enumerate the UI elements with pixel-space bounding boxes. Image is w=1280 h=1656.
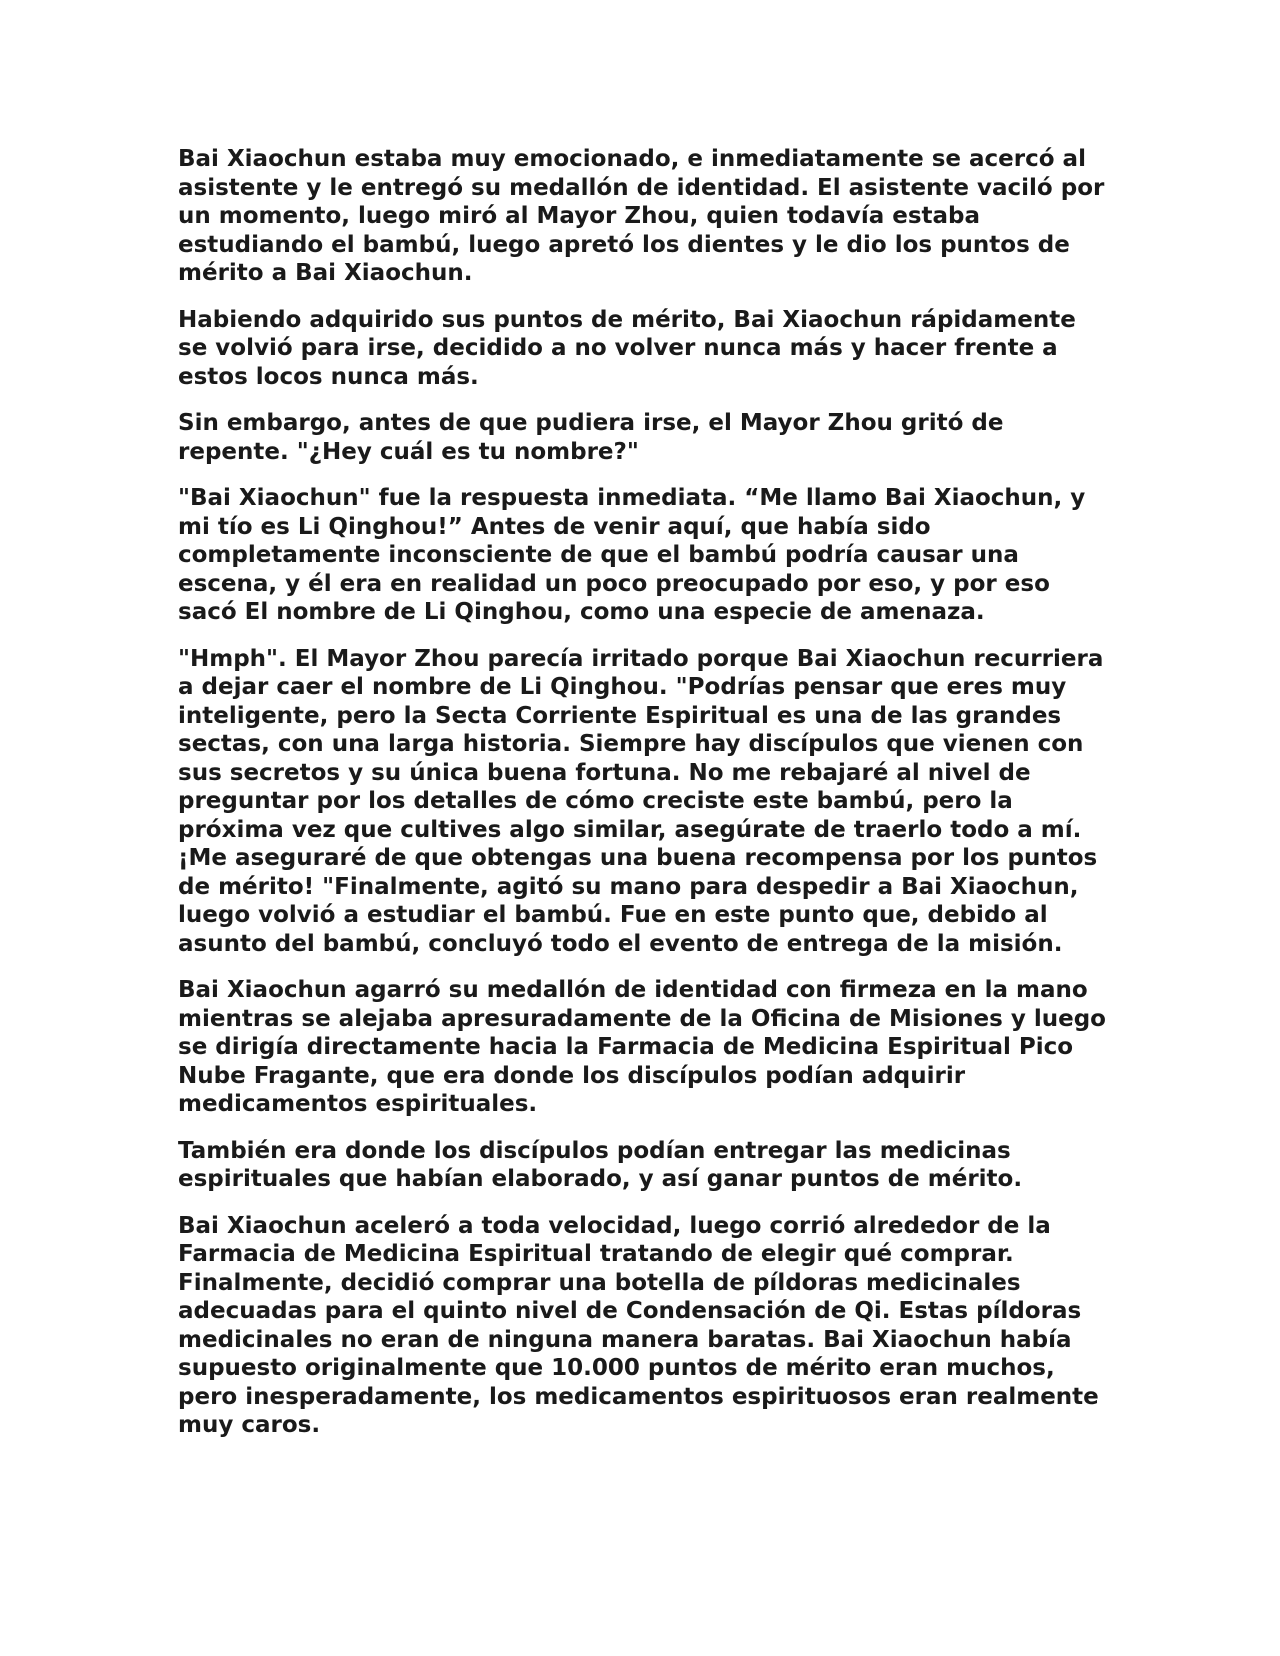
paragraph-4: "Bai Xiaochun" fue la respuesta inmediata. “Me llamo Bai Xiaochun, y mi tío es Li Qinghou!” Antes de venir aquí, que había sido completamente inconsciente de que el bambú podría causar una escena, y él era en realidad un poco preocupado por eso, y por eso sacó El nombre de Li Qinghou, como una especie de amenaza. (178, 485, 1086, 625)
paragraph-8: Bai Xiaochun aceleró a toda velocidad, luego corrió alrededor de la Farmacia de Medicina Espiritual tratando de elegir qué comprar. Finalmente, decidió comprar una botella de píldoras medicinales adecuadas para el quinto nivel de Condensación de Qi. Estas píldoras medicinales no eran de ninguna manera baratas. Bai Xiaochun había supuesto originalmente que 10.000 puntos de mérito eran muchos, pero inesperadamente, los medicamentos espirituosos eran realmente muy caros. (178, 1212, 1099, 1438)
document-body (178, 145, 1108, 1458)
paragraph-7: También era donde los discípulos podían entregar las medicinas espirituales que habían elaborado, y así ganar puntos de mérito. (178, 1137, 1023, 1192)
paragraph-5: "Hmph". El Mayor Zhou parecía irritado porque Bai Xiaochun recurriera a dejar caer el nombre de Li Qinghou. "Podrías pensar que eres muy inteligente, pero la Secta Corriente Espiritual es una de las grandes sectas, con una larga historia. Siempre hay discípulos que vienen con sus secretos y su única buena fortuna. No me rebajaré al nivel de preguntar por los detalles de cómo creciste este bambú, pero la próxima vez que cultives algo similar, asegúrate de traerlo todo a mí. ¡Me aseguraré de que obtengas una buena recompensa por los puntos de mérito! "Finalmente, agitó su mano para despedir a Bai Xiaochun, luego volvió a estudiar el bambú. Fue en este punto que, debido al asunto del bambú, concluyó todo el evento de entrega de la misión. (178, 645, 1104, 957)
paragraph-1: Bai Xiaochun estaba muy emocionado, e inmediatamente se acercó al asistente y le entregó su medallón de identidad. El asistente vaciló por un momento, luego miró al Mayor Zhou, quien todavía estaba estudiando el bambú, luego apretó los dientes y le dio los puntos de mérito a Bai Xiaochun. (178, 146, 1105, 286)
paragraph-6: Bai Xiaochun agarró su medallón de identidad con firmeza en la mano mientras se alejaba apresuradamente de la Oficina de Misiones y luego se dirigía directamente hacia la Farmacia de Medicina Espiritual Pico Nube Fragante, que era donde los discípulos podían adquirir medicamentos espirituales. (178, 977, 1106, 1117)
paragraph-3: Sin embargo, antes de que pudiera irse, el Mayor Zhou gritó de repente. "¿Hey cuál es tu nombre?" (178, 410, 1004, 465)
paragraph-2: Habiendo adquirido sus puntos de mérito, Bai Xiaochun rápidamente se volvió para irse, decidido a no volver nunca más y hacer frente a estos locos nunca más. (178, 306, 1076, 390)
